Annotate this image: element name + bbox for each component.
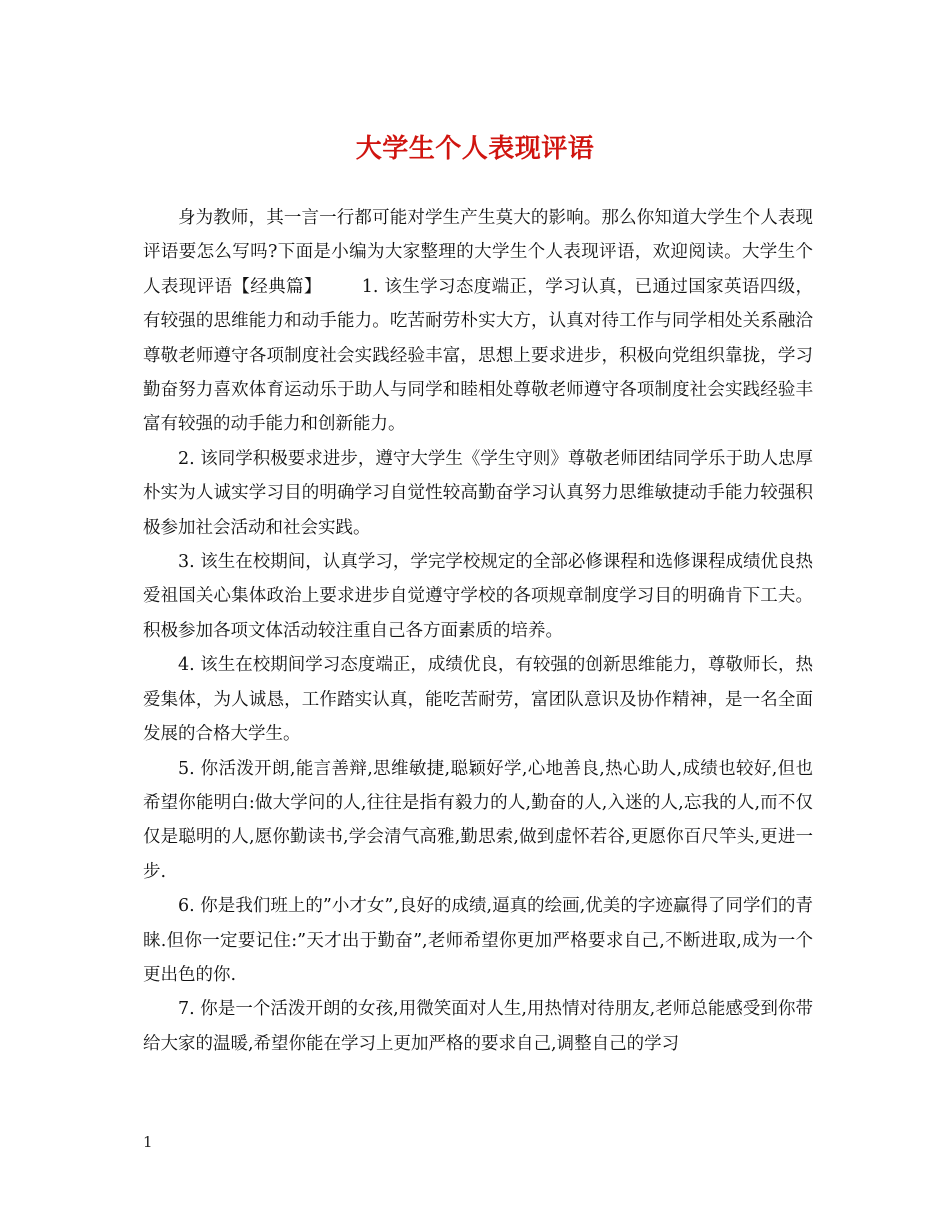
comment-4-paragraph: 4. 该生在校期间学习态度端正，成绩优良，有较强的创新思维能力，尊敬师长，热爱集体，为人诚恳，工作踏实认真，能吃苦耐劳，富团队意识及协作精神，是一名全面发展的合格大学生。 — [143, 655, 813, 745]
intro-text: 身为教师，其一言一行都可能对学生产生莫大的影响。那么你知道大学生个人表现评语要怎么写吗?下面是小编为大家整理的大学生个人表现评语，欢迎阅读。 — [143, 208, 813, 263]
document-title: 大学生个人表现评语 — [355, 134, 595, 164]
document-body — [143, 201, 813, 1061]
comment-5-paragraph: 5. 你活泼开朗,能言善辩,思维敏捷,聪颖好学,心地善良,热心助人,成绩也较好,但也希望你能明白:做大学问的人,往往是指有毅力的人,勤奋的人,入迷的人,忘我的人,而不仅仅是聪明的人,愿你勤读书,学会清气高雅,勤思索,做到虚怀若谷,更愿你百尺竿头,更进一步. — [143, 758, 813, 882]
page-number: 1 — [143, 1133, 153, 1151]
intro-paragraph — [143, 201, 813, 442]
comment-1: 1. 该生学习态度端正，学习认真，已通过国家英语四级，有较强的思维能力和动手能力。吃苦耐劳朴实大方，认真对待工作与同学相处关系融洽尊敬老师遵守各项制度社会实践经验丰富，思想上要求进步，积极向党组织靠拢，学习勤奋努力喜欢体育运动乐于助人与同学和睦相处尊敬老师遵守各项制度社会实践经验丰富有较强的动手能力和创新能力。 — [143, 276, 813, 435]
comment-6-paragraph: 6. 你是我们班上的”小才女”,良好的成绩,逼真的绘画,优美的字迹赢得了同学们的青睐.但你一定要记住:”天才出于勤奋”,老师希望你更加严格要求自己,不断进取,成为一个更出色的你. — [143, 896, 813, 985]
section-heading: 大学生个人表现评语【经典篇】 — [143, 242, 814, 297]
comment-7-paragraph: 7. 你是一个活泼开朗的女孩,用微笑面对人生,用热情对待朋友,老师总能感受到你带给大家的温暖,希望你能在学习上更加严格的要求自己,调整自己的学习 — [143, 999, 813, 1054]
comment-3-paragraph: 3. 该生在校期间，认真学习，学完学校规定的全部必修课程和选修课程成绩优良热爱祖国关心集体政治上要求进步自觉遵守学校的各项规章制度学习目的明确肯下工夫。积极参加各项文体活动较注重自己各方面素质的培养。 — [143, 552, 813, 641]
comment-2-paragraph: 2. 该同学积极要求进步，遵守大学生《学生守则》尊敬老师团结同学乐于助人忠厚朴实为人诚实学习目的明确学习自觉性较高勤奋学习认真努力思维敏捷动手能力较强积极参加社会活动和社会实践。 — [143, 448, 813, 538]
